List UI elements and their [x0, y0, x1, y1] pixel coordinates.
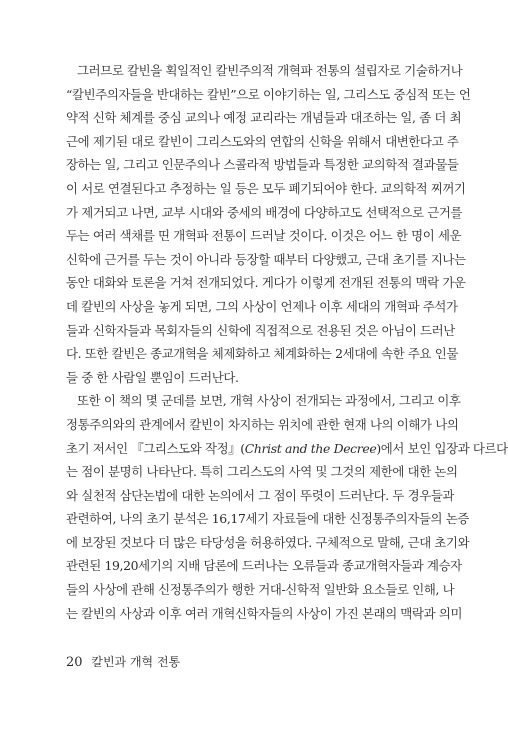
- text-line: 두는 여러 색채를 띤 개혁파 전통이 드러날 것이다. 이것은 어느 한 명이 세운: [66, 228, 462, 244]
- text-line: 이 서로 연결된다고 추정하는 일 등은 모두 폐기되어야 한다. 교의학적 찌꺼기: [66, 180, 466, 196]
- text-line: 에 보장된 것보다 더 많은 타당성을 허용하였다. 구체적으로 말해, 근대 초기와: [66, 534, 470, 550]
- text-line: 가 제거되고 나면, 교부 시대와 중세의 배경에 다양하고도 선택적으로 근거를: [66, 204, 463, 220]
- running-title: 칼빈과 개혁 전통: [91, 655, 181, 669]
- text-line: 동안 대화와 토론을 거쳐 전개되었다. 게다가 이렇게 전개된 전통의 맥락 가운: [66, 275, 466, 291]
- text-line: 또한 이 책의 몇 군데를 보면, 개혁 사상이 전개되는 과정에서, 그리고 이후: [77, 393, 461, 409]
- text-line: 다. 또한 칼빈은 종교개혁을 체제화하고 체계화하는 2세대에 속한 주요 인물: [66, 346, 458, 362]
- text-line: 와 실천적 삼단논법에 대한 논의에서 그 점이 뚜렷이 드러난다. 두 경우들과: [66, 487, 455, 503]
- text-line: 관련된 19,20세기의 지배 담론에 드러나는 오류들과 종교개혁자들과 계승자: [66, 558, 462, 574]
- text-line: 는 점이 분명히 나타난다. 특히 그리스도의 사역 및 그것의 제한에 대한 논의: [66, 464, 458, 480]
- text-line: 근에 제기된 대로 칼빈이 그리스도와의 연합의 신학을 위해서 대변한다고 주: [66, 133, 459, 149]
- book-title-english: Christ and the Decree: [244, 440, 377, 456]
- text-line: 장하는 일, 그리고 인문주의나 스콜라적 방법들과 특정한 교의학적 결과물들: [66, 157, 459, 173]
- text-line: 초기 저서인 『그리스도와 작정』(Christ and the Decree)에서 보인 입장과 다르다: [66, 440, 508, 456]
- text-line: 는 칼빈의 사상과 이후 여러 개혁신학자들의 사상이 가진 본래의 맥락과 의미: [66, 605, 463, 621]
- text-line: 정통주의와의 관계에서 칼빈이 차지하는 위치에 관한 현재 나의 이해가 나의: [66, 416, 459, 432]
- text-line: 들 중 한 사람일 뿐임이 드러난다.: [66, 369, 239, 385]
- text-line: 관련하여, 나의 초기 분석은 16,17세기 자료들에 대한 신정통주의자들의 논증: [66, 511, 469, 527]
- text-line: 그러므로 칼빈을 획일적인 칼빈주의적 개혁파 전통의 설립자로 기술하거나: [77, 63, 463, 78]
- text-line: 약적 신학 체계를 중심 교의나 예정 교리라는 개념들과 대조하는 일, 좀 더 최: [66, 110, 462, 126]
- page-number: 20: [66, 655, 83, 670]
- text-line: 들의 사상에 관해 신정통주의가 행한 거대-신학적 일반화 요소들로 인해, 나: [66, 582, 455, 598]
- text-line: 데 칼빈의 사상을 놓게 되면, 그의 사상이 언제나 이후 세대의 개혁파 주석가: [66, 298, 458, 314]
- text-line: “칼빈주의자들을 반대하는 칼빈”으로 이야기하는 일, 그리스도 중심적 또는 언: [66, 86, 471, 102]
- page-footer: [66, 653, 180, 670]
- text-line: 들과 신학자들과 목회자들의 신학에 직접적으로 전용된 것은 아님이 드러난: [66, 322, 455, 338]
- body-text: [66, 59, 508, 625]
- text-line: 신학에 근거를 두는 것이 아니라 등장할 때부터 다양했고, 근대 초기를 지나는: [66, 251, 466, 267]
